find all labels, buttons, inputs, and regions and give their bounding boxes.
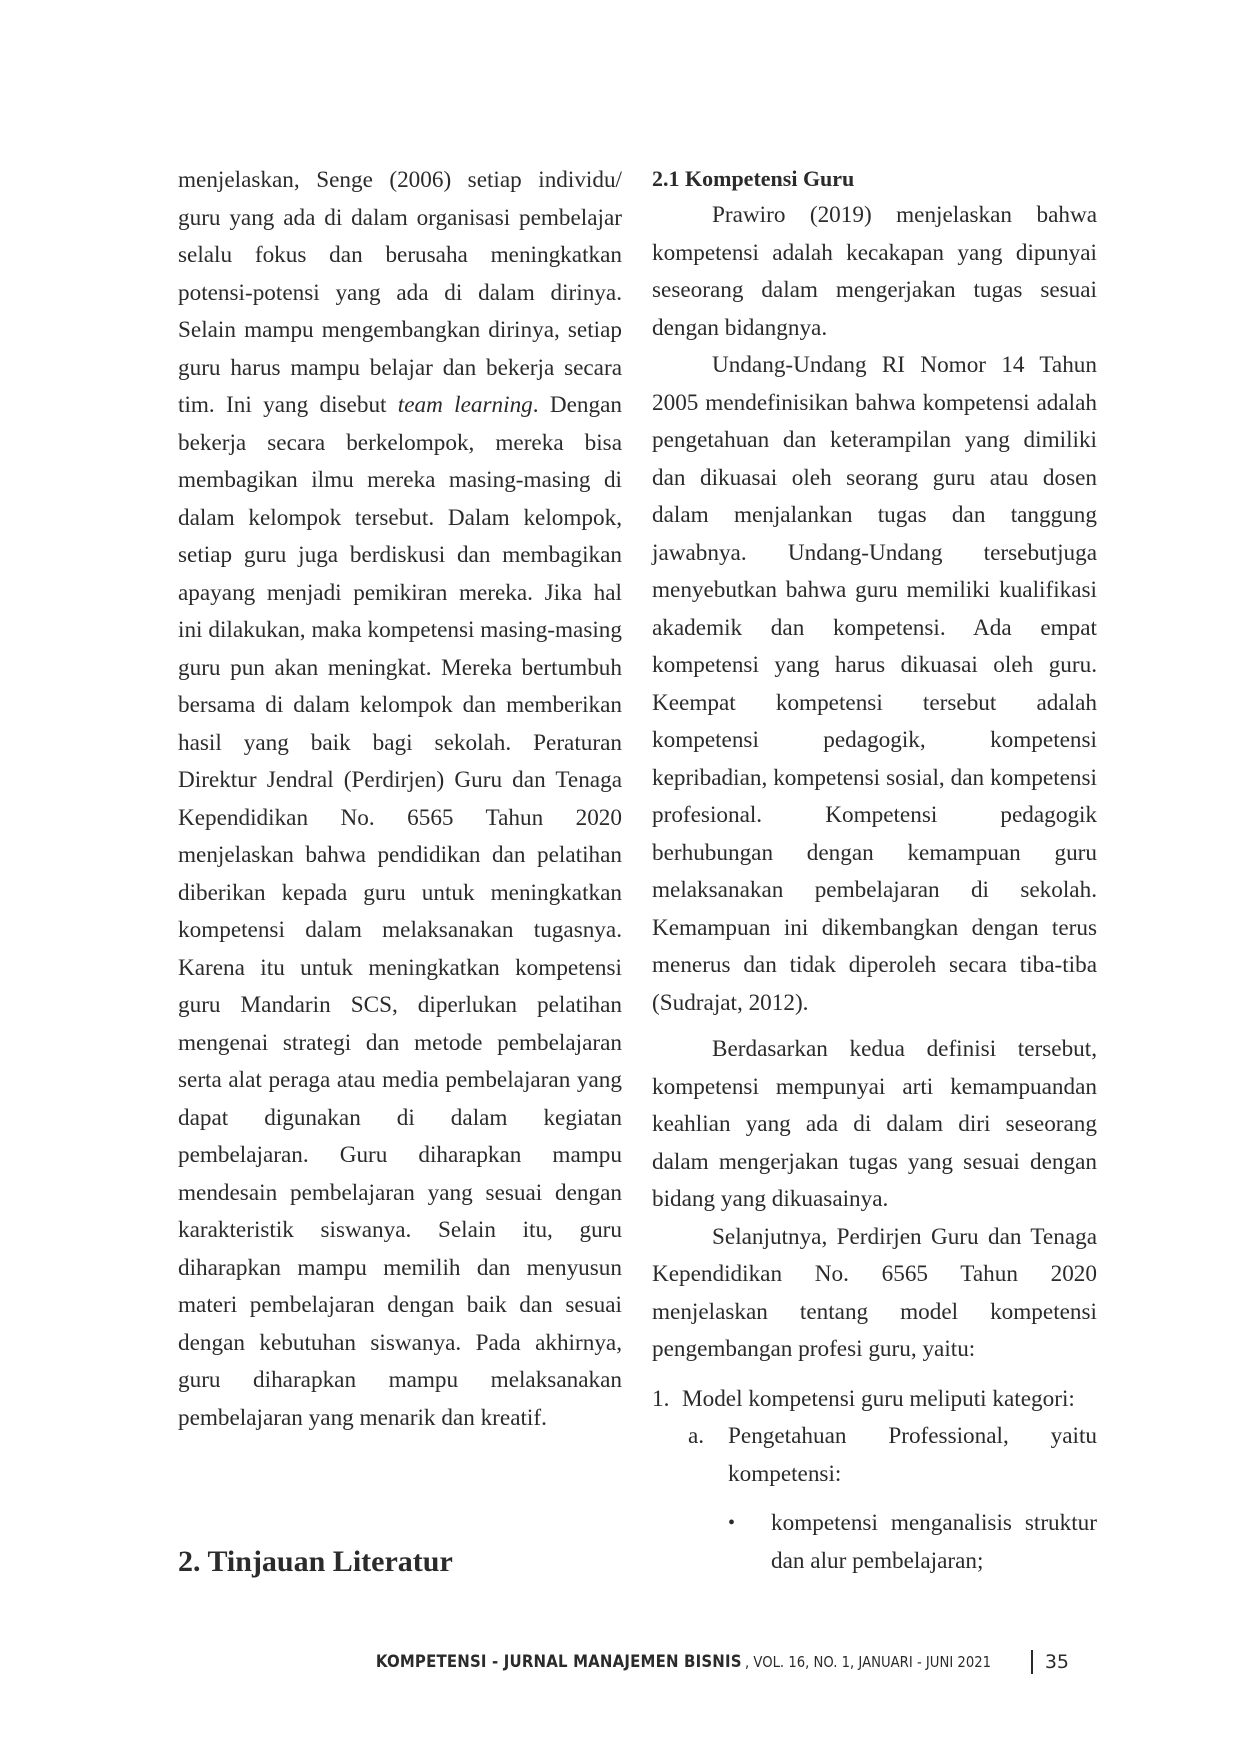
body-paragraph: Berdasarkan kedua definisi tersebut, kompetensi mempunyai arti kemampuandan keahlian yang ada di dalam diri seseorang dalam mengerjakan tugas yang sesuai dengan bidang yang dikuasainya. (652, 1036, 1097, 1212)
bullet-icon: • (728, 1512, 736, 1534)
page-footer (326, 1646, 1069, 1678)
bullet-item (728, 1505, 1097, 1580)
paragraph-text: menjelaskan, Senge (2006) setiap individu/ guru yang ada di dalam organisasi pembelajar selalu fokus dan berusaha meningkatkan potensi-potensi yang ada di dalam dirinya. Selain mampu mengembangkan dirinya, setiap guru harus mampu belajar dan bekerja secara tim. Ini yang disebut (178, 167, 622, 418)
body-paragraph: Prawiro (2019) menjelaskan bahwa kompetensi adalah kecakapan yang dipunyai seseorang dalam mengerjakan tugas sesuai dengan bidangnya. (652, 202, 1097, 341)
section-heading: 2. Tinjauan Literatur (178, 1545, 453, 1578)
list-number: 1. (652, 1385, 670, 1412)
right-column (652, 160, 1097, 1580)
italic-term: team learning (397, 392, 533, 418)
list-letter: a. (688, 1423, 705, 1449)
journal-name: KOMPETENSI - JURNAL MANAJEMEN BISNIS (375, 1652, 742, 1672)
paragraph-text: . Dengan bekerja secara berkelompok, mereka bisa membagikan ilmu mereka masing-masing di dalam kelompok tersebut. Dalam kelompok, setiap guru juga berdiskusi dan membagikan apayang menjadi pemikiran mereka. Jika hal ini dilakukan, maka kompetensi masing-masing guru pun akan meningkat. Mereka bertumbuh bersama di dalam kelompok dan memberikan hasil yang baik bagi sekolah. Peraturan Direktur Jendral (Perdirjen) Guru dan Tenaga Kependidikan No. 6565 Tahun 2020 menjelaskan bahwa pendidikan dan pelatihan diberikan kepada guru untuk meningkatkan kompetensi dalam melaksanakan tugasnya. Karena itu untuk meningkatkan kompetensi guru Mandarin SCS, diperlukan pelatihan mengenai strategi dan metode pembelajaran serta alat peraga atau media pembelajaran yang dapat digunakan di dalam kegiatan pembelajaran. Guru diharapkan mampu mendesain pembelajaran yang sesuai dengan karakteristik siswanya. Selain itu, guru diharapkan mampu memilih dan menyusun materi pembelajaran dengan baik dan sesuai dengan kebutuhan siswanya. Pada akhirnya, guru diharapkan mampu melaksanakan pembelajaran yang menarik dan kreatif. (178, 392, 622, 1431)
journal-issue: , VOL. 16, NO. 1, JANUARI - JUNI 2021 (745, 1653, 992, 1671)
bullet-item-text: kompetensi menganalisis struktur dan alur pembelajaran; (771, 1510, 1097, 1574)
left-column (178, 162, 622, 1437)
body-paragraph: Undang-Undang RI Nomor 14 Tahun 2005 mendefinisikan bahwa kompetensi adalah pengetahuan dan keterampilan yang dimiliki dan dikuasai oleh seorang guru atau dosen dalam menjalankan tugas dan tanggung jawabnya. Undang-Undang tersebutjuga menyebutkan bahwa guru memiliki kualifikasi akademik dan kompetensi. Ada empat kompetensi yang harus dikuasai oleh guru. Keempat kompetensi tersebut adalah kompetensi pedagogik, kompetensi kepribadian, kompetensi sosial, dan kompetensi profesional. Kompetensi pedagogik berhubungan dengan kemampuan guru melaksanakan pembelajaran di sekolah. Kemampuan ini dikembangkan dengan terus menerus dan tidak diperoleh secara tiba-tiba (Sudrajat, 2012). (652, 352, 1097, 1016)
footer-divider (1031, 1650, 1033, 1674)
numbered-list (652, 1381, 1097, 1581)
body-paragraph (178, 162, 622, 1437)
subsection-heading: 2.1 Kompetensi Guru (652, 166, 855, 191)
sub-list-item (688, 1418, 1097, 1493)
body-paragraph: Selanjutnya, Perdirjen Guru dan Tenaga Kependidikan No. 6565 Tahun 2020 menjelaskan tentang model kompetensi pengembangan profesi guru, yaitu: (652, 1223, 1097, 1362)
list-item-text: Model kompetensi guru meliputi kategori: (682, 1385, 1075, 1412)
page-number: 35 (1044, 1651, 1069, 1673)
list-item (652, 1381, 1097, 1581)
sub-list-item-text: Pengetahuan Professional, yaitu kompetensi: (728, 1423, 1097, 1487)
